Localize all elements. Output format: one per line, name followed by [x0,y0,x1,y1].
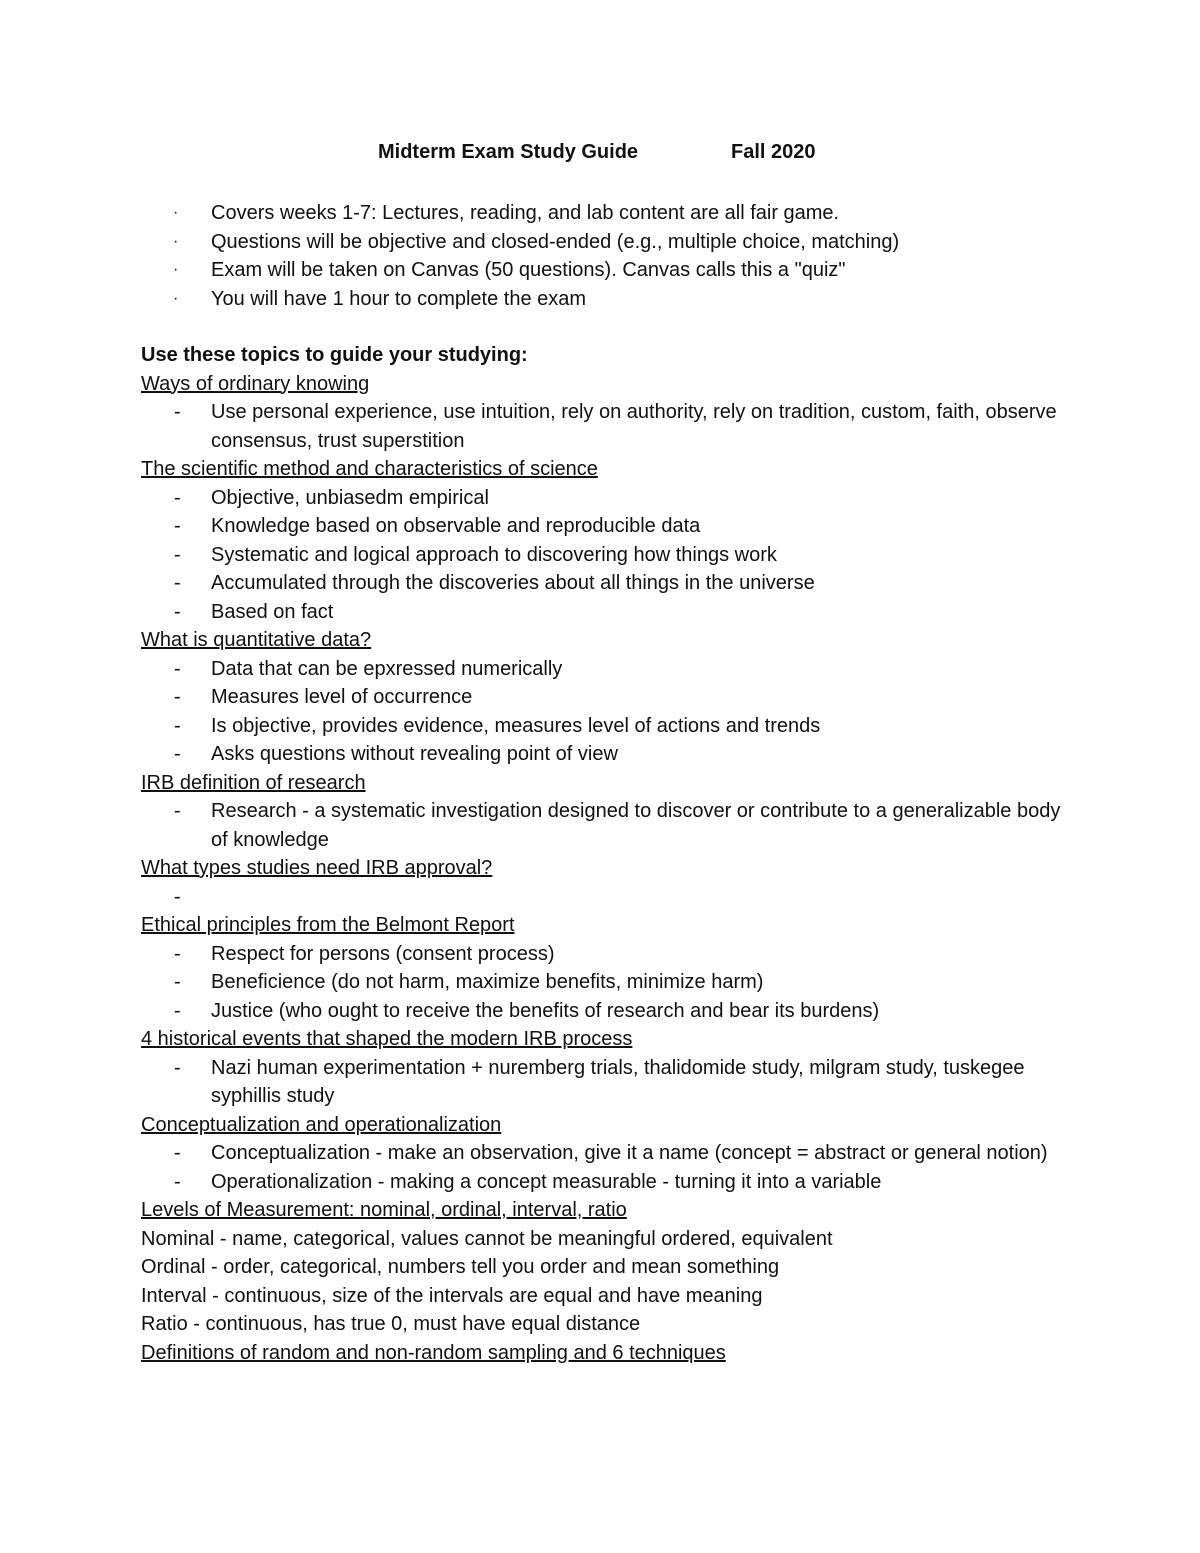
list-item [141,883,1061,912]
list-item-text: Nazi human experimentation + nuremberg trials, thalidomide study, milgram study, tuskegee syphillis study [211,1056,1025,1107]
list-item [141,512,1061,541]
list-item [141,940,1061,969]
list-item [141,740,1061,769]
list-item-text: Measures level of occurrence [211,686,473,708]
section-heading: Conceptualization and operationalization [141,1113,502,1136]
section-heading: Ethical principles from the Belmont Report [141,914,515,936]
dash-bullet-icon: - [174,657,181,680]
list-item-text: Objective, unbiasedm empirical [211,486,489,509]
list-item [141,1139,1061,1168]
page-title: Midterm Exam Study Guide [378,141,639,163]
section-heading-final: Definitions of random and non-random sampling and 6 techniques [141,1341,726,1364]
intro-list [141,199,1061,313]
section-heading: The scientific method and characteristics of science [141,458,598,480]
dash-bullet-icon: - [174,743,181,765]
list-item [141,484,1061,513]
list-item-text: Data that can be epxressed numerically [211,657,563,680]
level-definition: Interval - continuous, size of the intervals are equal and have meaning [141,1284,763,1307]
list-item-text: Accumulated through the discoveries about all things in the universe [211,572,815,594]
dash-bullet-icon: - [174,999,181,1022]
section-heading: What types studies need IRB approval? [141,857,493,879]
list-item-text: Conceptualization - make an observation, give it a name (concept = abstract or general notion) [211,1142,1048,1164]
list-item-text: Knowledge based on observable and reproducible data [211,515,701,537]
list-item [141,797,1061,854]
intro-item [141,199,1061,228]
dash-bullet-icon: - [174,885,181,908]
dash-bullet-icon: - [174,942,181,965]
intro-item [141,256,1061,285]
list-item-text: Is objective, provides evidence, measures level of actions and trends [211,714,821,737]
list-item-text: Based on fact [211,600,334,623]
dash-bullet-icon: - [174,1170,181,1193]
list-item-text: Use personal experience, use intuition, rely on authority, rely on tradition, custom, faith, observe consensus, trust superstition [211,401,1057,452]
list-item [141,1168,1061,1197]
dash-bullet-icon: - [174,971,181,993]
list-item-text: Research - a systematic investigation designed to discover or contribute to a generalizable body of knowledge [211,800,1061,851]
section-heading: IRB definition of research [141,771,366,794]
list-item [141,398,1061,455]
section-heading: What is quantitative data? [141,629,372,651]
section-heading: Levels of Measurement: nominal, ordinal, interval, ratio [141,1199,627,1221]
level-definition: Ordinal - order, categorical, numbers tell you order and mean something [141,1256,780,1278]
list-item-text: Justice (who ought to receive the benefits of research and bear its burdens) [211,999,880,1022]
intro-item-text: You will have 1 hour to complete the exam [211,287,587,310]
dash-bullet-icon: - [174,401,181,423]
list-item [141,683,1061,712]
dash-bullet-icon: - [174,572,181,594]
list-item [141,968,1061,997]
dash-bullet-icon: - [174,600,181,623]
document-content [141,141,1061,1367]
dash-bullet-icon: - [174,714,181,737]
bullet-dot-icon: · [173,204,179,221]
dash-bullet-icon: - [174,515,181,537]
list-item-text: Operationalization - making a concept measurable - turning it into a variable [211,1170,882,1193]
list-item [141,655,1061,684]
intro-item [141,285,1061,314]
intro-item-text: Covers weeks 1-7: Lectures, reading, and lab content are all fair game. [211,202,840,224]
term-label: Fall 2020 [731,141,816,163]
title-row [141,141,1061,169]
list-item [141,569,1061,598]
list-item-text: Systematic and logical approach to discovering how things work [211,543,777,566]
dash-bullet-icon: - [174,543,181,566]
list-item-text: Respect for persons (consent process) [211,942,555,965]
list-item-text: Beneficience (do not harm, maximize benefits, minimize harm) [211,971,764,993]
dash-bullet-icon: - [174,800,181,822]
list-item [141,541,1061,570]
list-item [141,598,1061,627]
intro-item-text: Questions will be objective and closed-ended (e.g., multiple choice, matching) [211,230,900,253]
level-definition: Nominal - name, categorical, values cannot be meaningful ordered, equivalent [141,1227,833,1250]
bullet-dot-icon: · [173,261,179,278]
level-definition: Ratio - continuous, has true 0, must have equal distance [141,1313,641,1335]
intro-item [141,228,1061,257]
dash-bullet-icon: - [174,686,181,708]
dash-bullet-icon: - [174,1142,181,1164]
bullet-dot-icon: · [173,289,179,307]
study-prompt: Use these topics to guide your studying: [141,344,528,366]
bullet-dot-icon: · [173,232,179,250]
section-heading: Ways of ordinary knowing [141,372,370,395]
section-heading: 4 historical events that shaped the modern IRB process [141,1028,633,1050]
list-item [141,712,1061,741]
list-item [141,1054,1061,1111]
intro-item-text: Exam will be taken on Canvas (50 questions). Canvas calls this a "quiz" [211,259,846,281]
list-item [141,997,1061,1026]
list-item-text: Asks questions without revealing point of view [211,743,618,765]
dash-bullet-icon: - [174,486,181,509]
dash-bullet-icon: - [174,1056,181,1079]
